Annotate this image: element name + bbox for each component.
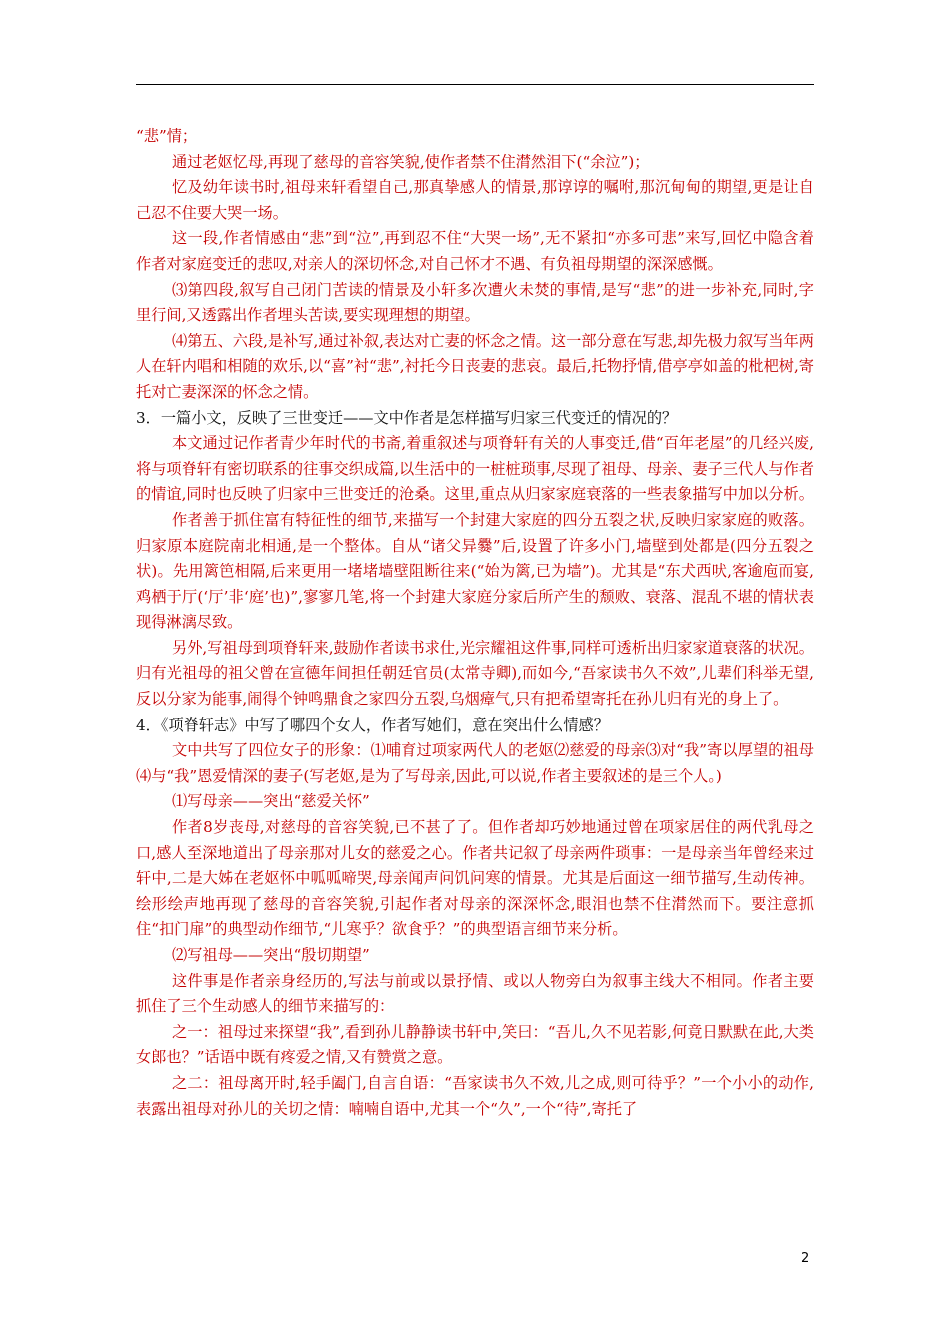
header-rule bbox=[136, 84, 814, 85]
question-heading: 4．《项脊轩志》中写了哪四个女人，作者写她们，意在突出什么情感？ bbox=[136, 715, 609, 734]
document-body bbox=[136, 124, 814, 1122]
answer-paragraph: 另外,写祖母到项脊轩来,鼓励作者读书求仕,光宗耀祖这件事,同样可透析出归家家道衰落的状况。归有光祖母的祖父曾在宣德年间担任朝廷官员(太常寺卿),而如今,“吾家读书久不效”,儿辈们科举无望,反以分家为能事,闹得个钟鸣鼎食之家四分五裂,乌烟瘴气,只有把希望寄托在孙儿归有光的身上了。 bbox=[136, 638, 814, 709]
answer-paragraph: 本文通过记作者青少年时代的书斋,着重叙述与项脊轩有关的人事变迁,借“百年老屋”的几经兴废,将与项脊轩有密切联系的往事交织成篇,以生活中的一桩桩琐事,尽现了祖母、母亲、妻子三代人与作者的情谊,同时也反映了归家中三世变迁的沧桑。这里,重点从归家家庭衰落的一些表象描写中加以分析。 bbox=[136, 434, 814, 504]
answer-paragraph: 作者善于抓住富有特征性的细节,来描写一个封建大家庭的四分五裂之状,反映归家家庭的败落。归家原本庭院南北相通,是一个整体。自从“诸父异爨”后,设置了许多小门,墙壁到处都是(四分五裂之状)。先用篱笆相隔,后来更用一堵堵墙壁阻断往来(“始为篱,已为墙”)。尤其是“东犬西吠,客逾庖而宴,鸡栖于厅(‘厅’非‘庭’也)”,寥寥几笔,将一个封建大家庭分家后所产生的颓败、衰落、混乱不堪的情状表现得淋漓尽致。 bbox=[136, 510, 814, 632]
answer-paragraph: ⑵写祖母——突出“殷切期望” bbox=[172, 946, 370, 964]
answer-paragraph: 文中共写了四位女子的形象：⑴哺育过项家两代人的老妪⑵慈爱的母亲⑶对“我”寄以厚望的祖母⑷与“我”恩爱情深的妻子(写老妪,是为了写母亲,因此,可以说,作者主要叙述的是三个人。) bbox=[136, 741, 814, 785]
answer-paragraph: 作者8岁丧母,对慈母的音容笑貌,已不甚了了。但作者却巧妙地通过曾在项家居住的两代乳母之口,感人至深地道出了母亲那对儿女的慈爱之心。作者共记叙了母亲两件琐事：一是母亲当年曾经来过轩中,二是大姊在老妪怀中呱呱啼哭,母亲闻声问饥问寒的情景。尤其是后面这一细节描写,生动传神。绘形绘声地再现了慈母的音容笑貌,引起作者对母亲的深深怀念,眼泪也禁不住潸然而下。要注意抓住“扣门扉”的典型动作细节,“儿寒乎？欲食乎？”的典型语言细节来分析。 bbox=[136, 818, 814, 939]
answer-paragraph: 这一段,作者情感由“悲”到“泣”,再到忍不住“大哭一场”,无不紧扣“亦多可悲”来写,回忆中隐含着作者对家庭变迁的悲叹,对亲人的深切怀念,对自己怀才不遇、有负祖母期望的深深感慨。 bbox=[136, 229, 814, 273]
page-number: 2 bbox=[801, 1251, 810, 1266]
answer-paragraph: ⑶第四段,叙写自己闭门苦读的情景及小轩多次遭火未焚的事情,是写“悲”的进一步补充,同时,字里行间,又透露出作者埋头苦读,要实现理想的期望。 bbox=[136, 280, 814, 325]
answer-paragraph: ⑴写母亲——突出“慈爱关怀” bbox=[172, 792, 370, 811]
answer-paragraph: “悲”情； bbox=[136, 127, 198, 145]
answer-paragraph: 之一：祖母过来探望“我”,看到孙儿静静读书轩中,笑曰：“吾儿,久不见若影,何竟日默默在此,大类女郎也？”话语中既有疼爱之情,又有赞赏之意。 bbox=[136, 1022, 814, 1067]
answer-paragraph: 之二：祖母离开时,轻手阖门,自言自语：“吾家读书久不效,儿之成,则可待乎？”一个小小的动作,表露出祖母对孙儿的关切之情：喃喃自语中,尤其一个“久”,一个“待”,寄托了 bbox=[136, 1073, 814, 1118]
answer-paragraph: 这件事是作者亲身经历的,写法与前或以景抒情、或以人物旁白为叙事主线大不相同。作者主要抓住了三个生动感人的细节来描写的： bbox=[136, 971, 814, 1016]
answer-paragraph: ⑷第五、六段,是补写,通过补叙,表达对亡妻的怀念之情。这一部分意在写悲,却先极力叙写当年两人在轩内唱和相随的欢乐,以“喜”衬“悲”,衬托今日丧妻的悲哀。最后,托物抒情,借亭亭如盖的枇杷树,寄托对亡妻深深的怀念之情。 bbox=[136, 331, 814, 401]
question-heading: 3．一篇小文，反映了三世变迁——文中作者是怎样描写归家三代变迁的情况的？ bbox=[136, 408, 678, 427]
answer-paragraph: 忆及幼年读书时,祖母来轩看望自己,那真挚感人的情景,那谆谆的嘱咐,那沉甸甸的期望,更是让自己忍不住要大哭一场。 bbox=[136, 178, 814, 222]
answer-paragraph: 通过老妪忆母,再现了慈母的音容笑貌,使作者禁不住潸然泪下(“余泣”)； bbox=[172, 152, 650, 171]
